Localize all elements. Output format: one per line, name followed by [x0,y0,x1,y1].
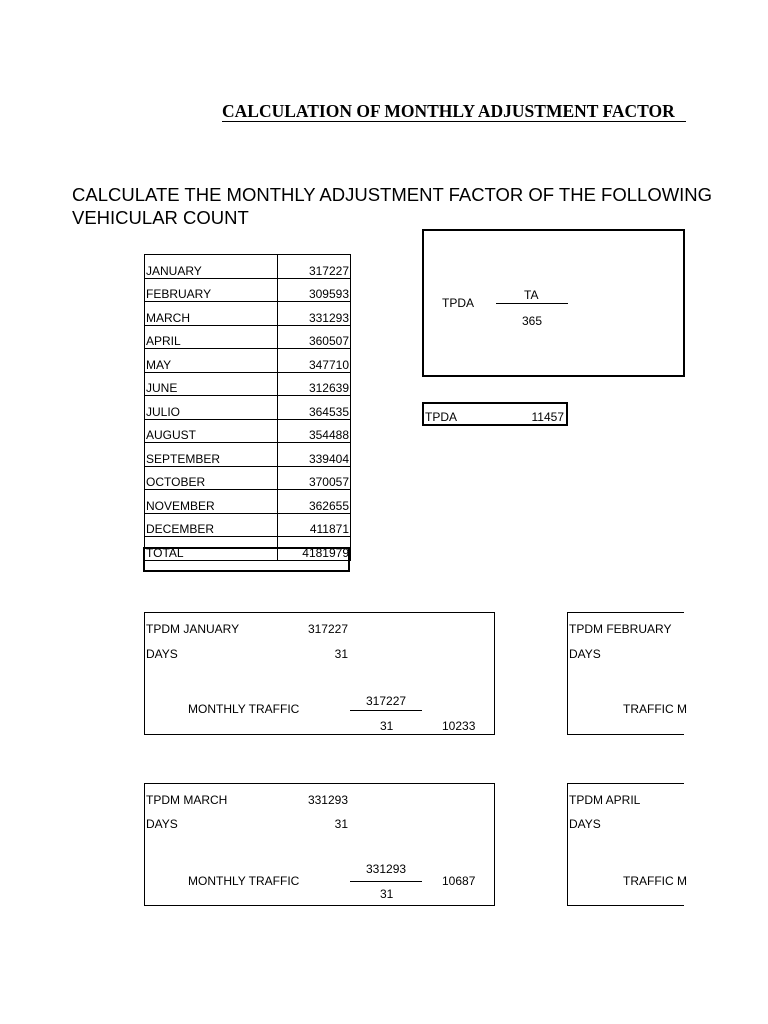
tpdm-label: TPDM APRIL [569,793,641,807]
calc-block-january [144,612,495,735]
tpdm-label: TPDM FEBRUARY [569,622,672,636]
calc-block-february [567,612,687,735]
month-name: JULIO [145,396,278,420]
month-name: MARCH [145,302,278,326]
calc-numerator: 331293 [366,862,407,876]
month-count: 360507 [278,325,351,349]
table-row [145,396,351,420]
tpdm-label: TPDM JANUARY [146,622,240,636]
monthly-count-body [145,255,351,561]
total-row [145,537,351,561]
calc-denominator: 31 [380,719,394,733]
month-name: JANUARY [145,255,278,279]
tpda-formula-box [422,229,685,377]
month-name: FEBRUARY [145,278,278,302]
month-name: NOVEMBER [145,490,278,514]
monthly-traffic-label: TRAFFIC M [623,874,687,888]
days-label: DAYS [146,817,178,831]
page-title: CALCULATION OF MONTHLY ADJUSTMENT FACTOR [222,101,675,121]
calc-result: 10233 [442,719,476,733]
monthly-traffic-label: MONTHLY TRAFFIC [188,702,300,716]
instruction-text: CALCULATE THE MONTHLY ADJUSTMENT FACTOR OF THE FOLLOWING VEHICULAR COUNT [72,184,713,228]
monthly-traffic-label: TRAFFIC M [623,702,687,716]
month-count: 354488 [278,419,351,443]
calc-fraction-line [350,710,422,711]
calc-block-march [144,783,495,906]
calc-block-april [567,783,687,906]
month-count: 362655 [278,490,351,514]
month-count: 309593 [278,278,351,302]
days-label: DAYS [569,647,601,661]
formula-label: TPDA [442,296,475,310]
month-name: DECEMBER [145,513,278,537]
calc-result: 10687 [442,874,476,888]
tpda-result-box [422,402,568,426]
month-count: 347710 [278,349,351,373]
table-row [145,325,351,349]
total-label: TOTAL [145,537,278,561]
table-row [145,513,351,537]
formula-numerator: TA [524,288,539,302]
month-name: JUNE [145,372,278,396]
calc-denominator: 31 [380,887,394,901]
month-count: 364535 [278,396,351,420]
month-count: 317227 [278,255,351,279]
table-row [145,466,351,490]
month-count: 312639 [278,372,351,396]
days-label: DAYS [569,817,601,831]
month-count: 370057 [278,466,351,490]
month-count: 331293 [278,302,351,326]
table-row [145,490,351,514]
calc-numerator: 317227 [366,694,407,708]
tpdm-value: 331293 [307,793,348,807]
tpda-result-value: 11457 [531,410,564,424]
title-underline [222,121,686,122]
month-count: 339404 [278,443,351,467]
monthly-traffic-label: MONTHLY TRAFFIC [188,874,300,888]
tpdm-label: TPDM MARCH [146,793,228,807]
table-row [145,255,351,279]
formula-fraction-line [496,303,568,304]
table-row [145,349,351,373]
formula-denominator: 365 [522,314,543,328]
days-value: 31 [334,647,348,661]
month-name: MAY [145,349,278,373]
table-row [145,302,351,326]
days-label: DAYS [146,647,178,661]
calc-fraction-line [350,881,422,882]
tpdm-value: 317227 [307,622,348,636]
month-name: AUGUST [145,419,278,443]
month-name: OCTOBER [145,466,278,490]
table-row [145,372,351,396]
monthly-count-table [144,254,351,561]
month-name: APRIL [145,325,278,349]
table-row [145,278,351,302]
month-name: SEPTEMBER [145,443,278,467]
table-row [145,443,351,467]
tpda-result-label: TPDA [425,410,458,424]
days-value: 31 [334,817,348,831]
total-value: 4181979 [278,537,351,561]
month-count: 411871 [278,513,351,537]
table-row [145,419,351,443]
